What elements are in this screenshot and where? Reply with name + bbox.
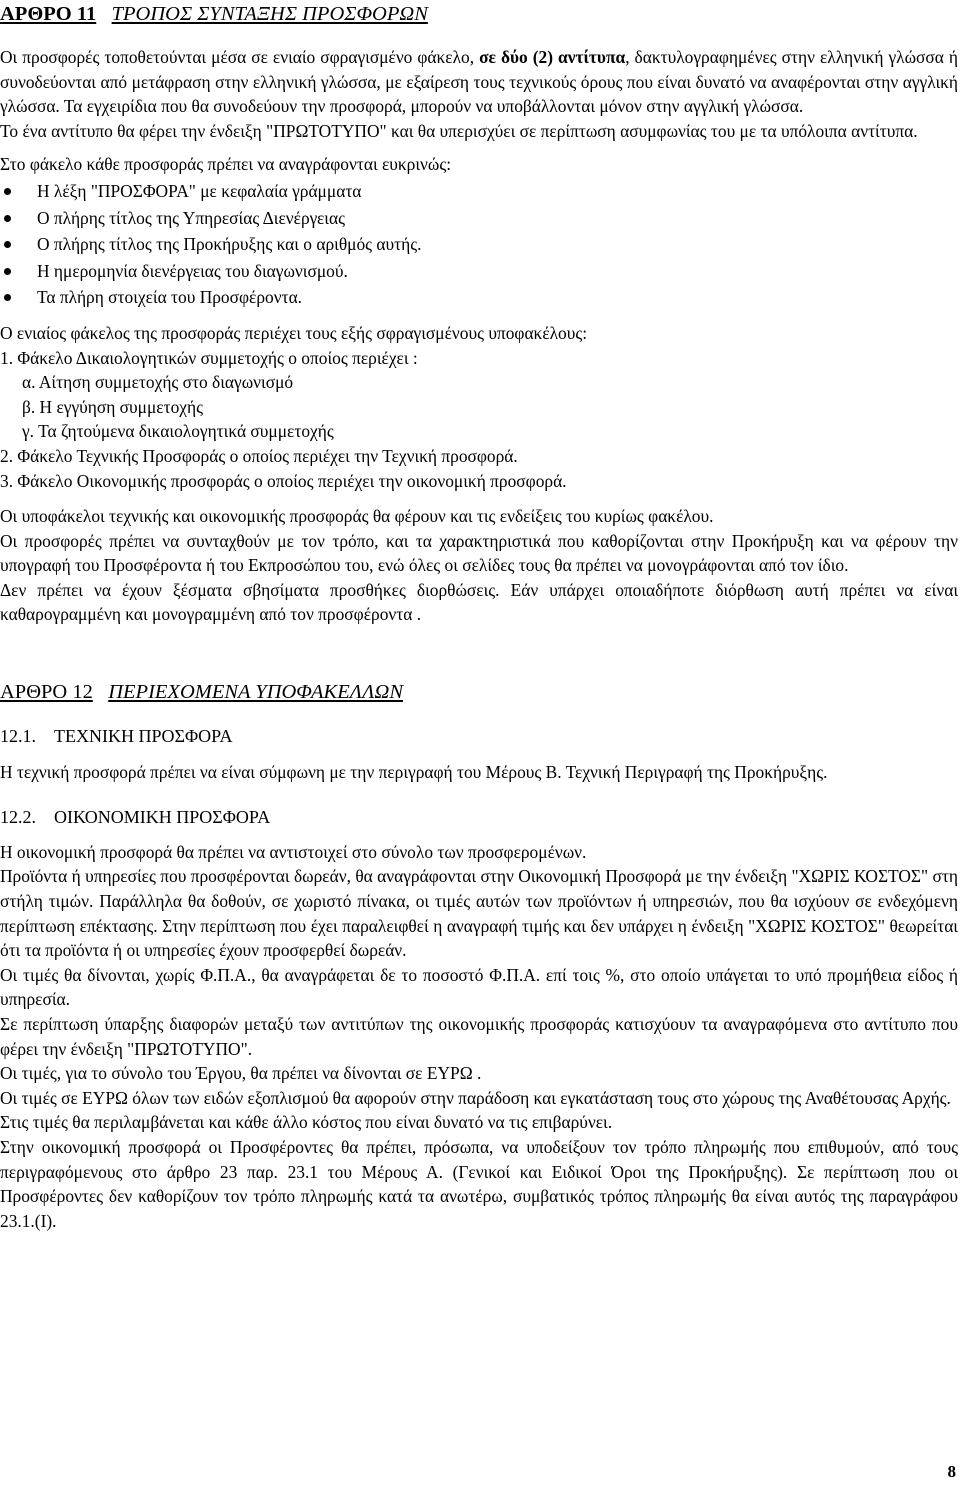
article-11-heading [0, 2, 958, 26]
financial-paragraph: Οι τιμές θα δίνονται, χωρίς Φ.Π.Α., θα αναγράφεται δε το ποσοστό Φ.Π.Α. επί τοις %, στο οποίο υπάγεται το υπό προμήθεια είδος ή υπηρεσία. [0, 964, 958, 1010]
financial-paragraph: Στις τιμές θα περιλαμβάνεται και κάθε άλλο κόστος που είναι δυνατό να τις επιβαρύνει. [0, 1112, 613, 1133]
sub-envelope-3: 3. Φάκελο Οικονομικής προσφοράς ο οποίος περιέχει την οικονομική προσφορά. [0, 470, 567, 491]
article-12-heading [0, 680, 958, 704]
paragraph-original-copy: Το ένα αντίτυπο θα φέρει την ένδειξη "ΠΡΩΤΟΤΥΠΟ" και θα υπερισχύει σε περίπτωση ασυμφωνίας του με τα υπόλοιπα αντίτυπα. [0, 120, 918, 141]
paragraph-sub-envelope-marks: Οι υποφάκελοι τεχνικής και οικονομικής προσφοράς θα φέρουν και τις ενδείξεις του κυρίως φακέλου. [0, 506, 714, 527]
page-number: 8 [947, 1462, 956, 1481]
sub-envelope-1: 1. Φάκελο Δικαιολογητικών συμμετοχής ο οποίος περιέχει : [0, 347, 418, 368]
article-12-number: ΑΡΘΡΟ 12 [0, 681, 93, 704]
sub-envelope-1-item: γ. Τα ζητούμενα δικαιολογητικά συμμετοχής [22, 421, 334, 442]
financial-paragraph: Οι τιμές σε ΕΥΡΩ όλων των ειδών εξοπλισμού θα αφορούν στην παράδοση και εγκατάσταση τους στο χώρους της Αναθέτουσας Αρχής. [0, 1087, 951, 1108]
article-11-title: ΤΡΟΠΟΣ ΣΥΝΤΑΞΗΣ ΠΡΟΣΦΟΡΩΝ [111, 3, 428, 25]
article-11-number: ΑΡΘΡΟ 11 [0, 3, 97, 25]
financial-paragraph: Η οικονομική προσφορά θα πρέπει να αντιστοιχεί στο σύνολο των προσφερομένων. [0, 841, 587, 862]
paragraph-signature-requirement: Οι προσφορές πρέπει να συνταχθούν με τον τρόπο, και τα χαρακτηριστικά που καθορίζονται στην Προκήρυξη και να φέρουν την υπογραφή του Προσφέροντα ή του Εκπροσώπου του, ενώ όλες οι σελίδες τους θα πρέπει να μονογράφονται από τον ίδιο. [0, 530, 958, 576]
paragraph-technical-offer: Η τεχνική προσφορά πρέπει να είναι σύμφωνη με την περιγραφή του Μέρους Β. Τεχνική Περιγραφή της Προκήρυξης. [0, 761, 828, 782]
article-12-title: ΠΕΡΙΕΧΟΜΕΝΑ ΥΠΟΦΑΚΕΛΛΩΝ [108, 681, 403, 704]
financial-paragraph: Σε περίπτωση ύπαρξης διαφορών μεταξύ των αντιτύπων της οικονομικής προσφοράς κατισχύουν τα αναγραφόμενα στο αντίτυπο που φέρει την ένδειξη "ΠΡΩΤΟΤΥΠΟ". [0, 1014, 958, 1059]
list-item: Η λέξη "ΠΡΟΣΦΟΡΑ" με κεφαλαία γράμματα [0, 179, 958, 204]
list-item: Ο πλήρης τίτλος της Υπηρεσίας Διενέργειας [0, 206, 958, 231]
paragraph-offers-envelope: Οι προσφορές τοποθετούνται μέσα σε ενιαίο σφραγισμένο φάκελο, σε δύο (2) αντίτυπα, δακτυλογραφημένες στην ελληνική γλώσσα ή συνοδεύονται από μετάφραση στην ελληνική γλώσσα, με εξαίρεση τους τεχνικούς όρους που είναι δυνατό να αναφέρονται στην αγγλική γλώσσα. Τα εγχειρίδια που θα συνοδεύουν την προσφορά, μπορούν να υποβάλλονται μόνον στην αγγλική γλώσσα. [0, 47, 959, 117]
financial-paragraph: Προϊόντα ή υπηρεσίες που προσφέρονται δωρεάν, θα αναγράφονται στην Οικονομική Προσφορά με την ένδειξη "ΧΩΡΙΣ ΚΟΣΤΟΣ" στη στήλη τιμών. Παράλληλα θα δοθούν, σε χωριστό πίνακα, οι τιμές αυτών των προϊόντων ή υπηρεσιών, που θα ισχύουν σε ενδεχόμενη περίπτωση επέκτασης. Στην περίπτωση που έχει παραλειφθεί η αναγραφή τιμής και δεν υπάρχει η ένδειξη "ΧΩΡΙΣ ΚΟΣΤΟΣ" θεωρείται ότι τα προϊόντα ή οι υπηρεσίες έχουν προσφερθεί δωρεάν. [0, 866, 958, 961]
paragraph-no-corrections: Δεν πρέπει να έχουν ξέσματα σβησίματα προσθήκες διορθώσεις. Εάν υπάρχει οποιαδήποτε διόρθωση αυτή πρέπει να είναι καθαρογραμμένη και μονογραμμένη από τον προσφέροντα . [0, 579, 958, 625]
financial-offer-paragraphs [0, 840, 958, 1234]
copies-count: σε δύο (2) αντίτυπα [479, 47, 626, 67]
section-12-2-heading: 12.2. ΟΙΚΟΝΟΜΙΚΗ ΠΡΟΣΦΟΡΑ [0, 807, 271, 828]
sub-envelope-1-item: α. Αίτηση συμμετοχής στο διαγωνισμό [22, 372, 294, 393]
list-item: Ο πλήρης τίτλος της Προκήρυξης και ο αριθμός αυτής. [0, 232, 958, 257]
paragraph-sub-envelopes: Ο ενιαίος φάκελος της προσφοράς περιέχει τους εξής σφραγισμένους υποφακέλους: [0, 322, 588, 343]
sub-envelope-1-item: β. Η εγγύηση συμμετοχής [22, 396, 203, 417]
financial-paragraph: Οι τιμές, για το σύνολο του Έργου, θα πρέπει να δίνονται σε ΕΥΡΩ . [0, 1063, 482, 1084]
envelope-marking-list [0, 179, 958, 310]
paragraph-envelope-marking: Στο φάκελο κάθε προσφοράς πρέπει να αναγράφονται ευκρινώς: [0, 154, 452, 175]
section-12-1-heading: 12.1. ΤΕΧΝΙΚΗ ΠΡΟΣΦΟΡΑ [0, 726, 233, 747]
financial-paragraph: Στην οικονομική προσφορά οι Προσφέροντες θα πρέπει, πρόσωπα, να υποδείξουν τον τρόπο πληρωμής που επιθυμούν, από τους περιγραφόμενους στο άρθρο 23 παρ. 23.1 του Μέρους Α. (Γενικοί και Ειδικοί Όροι της Προκήρυξης). Σε περίπτωση που οι Προσφέροντες δεν καθορίζουν τον τρόπο πληρωμής κατά τα ανωτέρω, συμβατικός τρόπος πληρωμής θα είναι αυτός της παραγράφου 23.1.(Ι). [0, 1136, 958, 1231]
list-item: Η ημερομηνία διενέργειας του διαγωνισμού. [0, 259, 958, 284]
sub-envelope-2: 2. Φάκελο Τεχνικής Προσφοράς ο οποίος περιέχει την Τεχνική προσφορά. [0, 445, 518, 466]
list-item: Τα πλήρη στοιχεία του Προσφέροντα. [0, 285, 958, 310]
